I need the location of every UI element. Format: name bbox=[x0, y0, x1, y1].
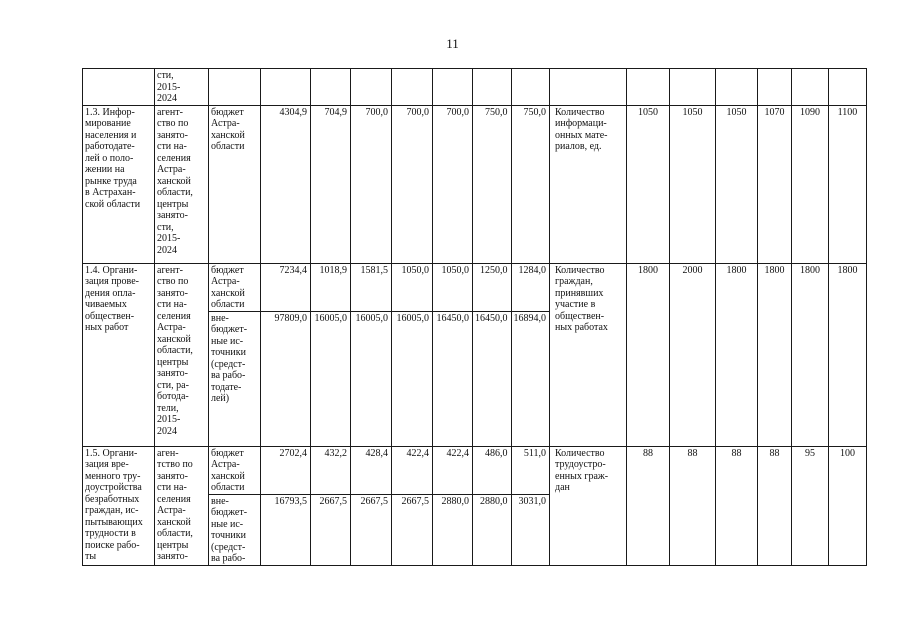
executor-cell: агент- ство по занято- сти на- селения Астра- ханской области, центры занято- сти, 2015- 2024 bbox=[155, 105, 209, 263]
budget-total-cell: 97809,0 bbox=[261, 311, 311, 446]
budget-year-cell: 750,0 bbox=[473, 105, 512, 263]
target-cell bbox=[829, 69, 867, 106]
executor-cell: сти, 2015- 2024 bbox=[155, 69, 209, 106]
target-value-cell: 1070 bbox=[758, 105, 792, 263]
target-value-cell: 1050 bbox=[670, 105, 716, 263]
budget-year-cell: 486,0 bbox=[473, 446, 512, 494]
target-value-cell: 88 bbox=[716, 446, 758, 565]
target-value-cell: 1800 bbox=[792, 263, 829, 446]
budget-year-cell: 1250,0 bbox=[473, 263, 512, 311]
target-value-cell: 1050 bbox=[716, 105, 758, 263]
executor-cell: аген- тство по занято- сти на- селения Астра- ханской области, центры занято- bbox=[155, 446, 209, 565]
budget-year-cell: 1050,0 bbox=[433, 263, 473, 311]
budget-year-cell: 1284,0 bbox=[511, 263, 550, 311]
target-value-cell: 1800 bbox=[716, 263, 758, 446]
budget-year-cell: 428,4 bbox=[351, 446, 392, 494]
table-row bbox=[83, 263, 867, 311]
target-value-cell: 1100 bbox=[829, 105, 867, 263]
budget-total-cell: 7234,4 bbox=[261, 263, 311, 311]
target-value-cell: 1800 bbox=[627, 263, 670, 446]
budget-year-cell: 700,0 bbox=[351, 105, 392, 263]
budget-cell bbox=[261, 69, 311, 106]
funding-source-cell: бюджет Астра- ханской области bbox=[209, 446, 261, 494]
target-cell bbox=[716, 69, 758, 106]
budget-year-cell: 16450,0 bbox=[473, 311, 512, 446]
target-cell bbox=[758, 69, 792, 106]
continuation-row bbox=[83, 69, 867, 106]
activity-name-cell: 1.3. Инфор- мирование населения и работодате- лей о поло- жении на рынке труда в Астрахан- ской области bbox=[83, 105, 155, 263]
indicator-cell: Количество информаци- онных мате- риалов, ед. bbox=[550, 105, 627, 263]
budget-year-cell: 2667,5 bbox=[392, 494, 433, 565]
indicator-cell: Количество граждан, принявших участие в обществен- ных работах bbox=[550, 263, 627, 446]
budget-cell bbox=[311, 69, 351, 106]
budget-year-cell: 1581,5 bbox=[351, 263, 392, 311]
table-row bbox=[83, 446, 867, 494]
budget-year-cell: 422,4 bbox=[433, 446, 473, 494]
activity-name-cell: 1.5. Органи- зация вре- менного тру- доустройства безработных граждан, ис- пытывающих трудности в поиске рабо- ты bbox=[83, 446, 155, 565]
executor-cell: агент- ство по занято- сти на- селения Астра- ханской области, центры занято- сти, ра- ботода- тели, 2015- 2024 bbox=[155, 263, 209, 446]
target-value-cell: 1800 bbox=[829, 263, 867, 446]
indicator-cell: Количество трудоустро- енных граж- дан bbox=[550, 446, 627, 565]
budget-cell bbox=[351, 69, 392, 106]
budget-year-cell: 2880,0 bbox=[473, 494, 512, 565]
funding-source-cell: вне- бюджет- ные ис- точники (средст- ва рабо- тодате- лей) bbox=[209, 311, 261, 446]
budget-cell bbox=[433, 69, 473, 106]
funding-source-cell: вне- бюджет- ные ис- точники (средст- ва рабо- bbox=[209, 494, 261, 565]
activity-name-cell bbox=[83, 69, 155, 106]
budget-cell bbox=[473, 69, 512, 106]
page-number: 11 bbox=[446, 36, 459, 51]
budget-year-cell: 16005,0 bbox=[351, 311, 392, 446]
budget-year-cell: 16894,0 bbox=[511, 311, 550, 446]
target-cell bbox=[670, 69, 716, 106]
funding-source-cell: бюджет Астра- ханской области bbox=[209, 263, 261, 311]
budget-year-cell: 700,0 bbox=[392, 105, 433, 263]
target-value-cell: 88 bbox=[758, 446, 792, 565]
target-cell bbox=[627, 69, 670, 106]
budget-year-cell: 3031,0 bbox=[511, 494, 550, 565]
table-row bbox=[83, 105, 867, 263]
budget-year-cell: 432,2 bbox=[311, 446, 351, 494]
budget-year-cell: 2667,5 bbox=[351, 494, 392, 565]
program-activities-table bbox=[82, 68, 867, 566]
budget-year-cell: 700,0 bbox=[433, 105, 473, 263]
budget-total-cell: 4304,9 bbox=[261, 105, 311, 263]
target-value-cell: 1050 bbox=[627, 105, 670, 263]
target-value-cell: 1800 bbox=[758, 263, 792, 446]
budget-year-cell: 1018,9 bbox=[311, 263, 351, 311]
budget-total-cell: 16793,5 bbox=[261, 494, 311, 565]
budget-year-cell: 16005,0 bbox=[311, 311, 351, 446]
budget-total-cell: 2702,4 bbox=[261, 446, 311, 494]
target-value-cell: 88 bbox=[670, 446, 716, 565]
budget-year-cell: 2667,5 bbox=[311, 494, 351, 565]
funding-source-cell bbox=[209, 69, 261, 106]
target-value-cell: 88 bbox=[627, 446, 670, 565]
budget-year-cell: 2880,0 bbox=[433, 494, 473, 565]
budget-year-cell: 1050,0 bbox=[392, 263, 433, 311]
activity-name-cell: 1.4. Органи- зация прове- дения опла- чиваемых обществен- ных работ bbox=[83, 263, 155, 446]
budget-cell bbox=[392, 69, 433, 106]
budget-year-cell: 704,9 bbox=[311, 105, 351, 263]
target-value-cell: 1090 bbox=[792, 105, 829, 263]
budget-year-cell: 16450,0 bbox=[433, 311, 473, 446]
budget-year-cell: 750,0 bbox=[511, 105, 550, 263]
target-value-cell: 100 bbox=[829, 446, 867, 565]
target-cell bbox=[792, 69, 829, 106]
funding-source-cell: бюджет Астра- ханской области bbox=[209, 105, 261, 263]
target-value-cell: 2000 bbox=[670, 263, 716, 446]
budget-year-cell: 422,4 bbox=[392, 446, 433, 494]
budget-cell bbox=[511, 69, 550, 106]
budget-year-cell: 511,0 bbox=[511, 446, 550, 494]
indicator-cell bbox=[550, 69, 627, 106]
budget-year-cell: 16005,0 bbox=[392, 311, 433, 446]
target-value-cell: 95 bbox=[792, 446, 829, 565]
